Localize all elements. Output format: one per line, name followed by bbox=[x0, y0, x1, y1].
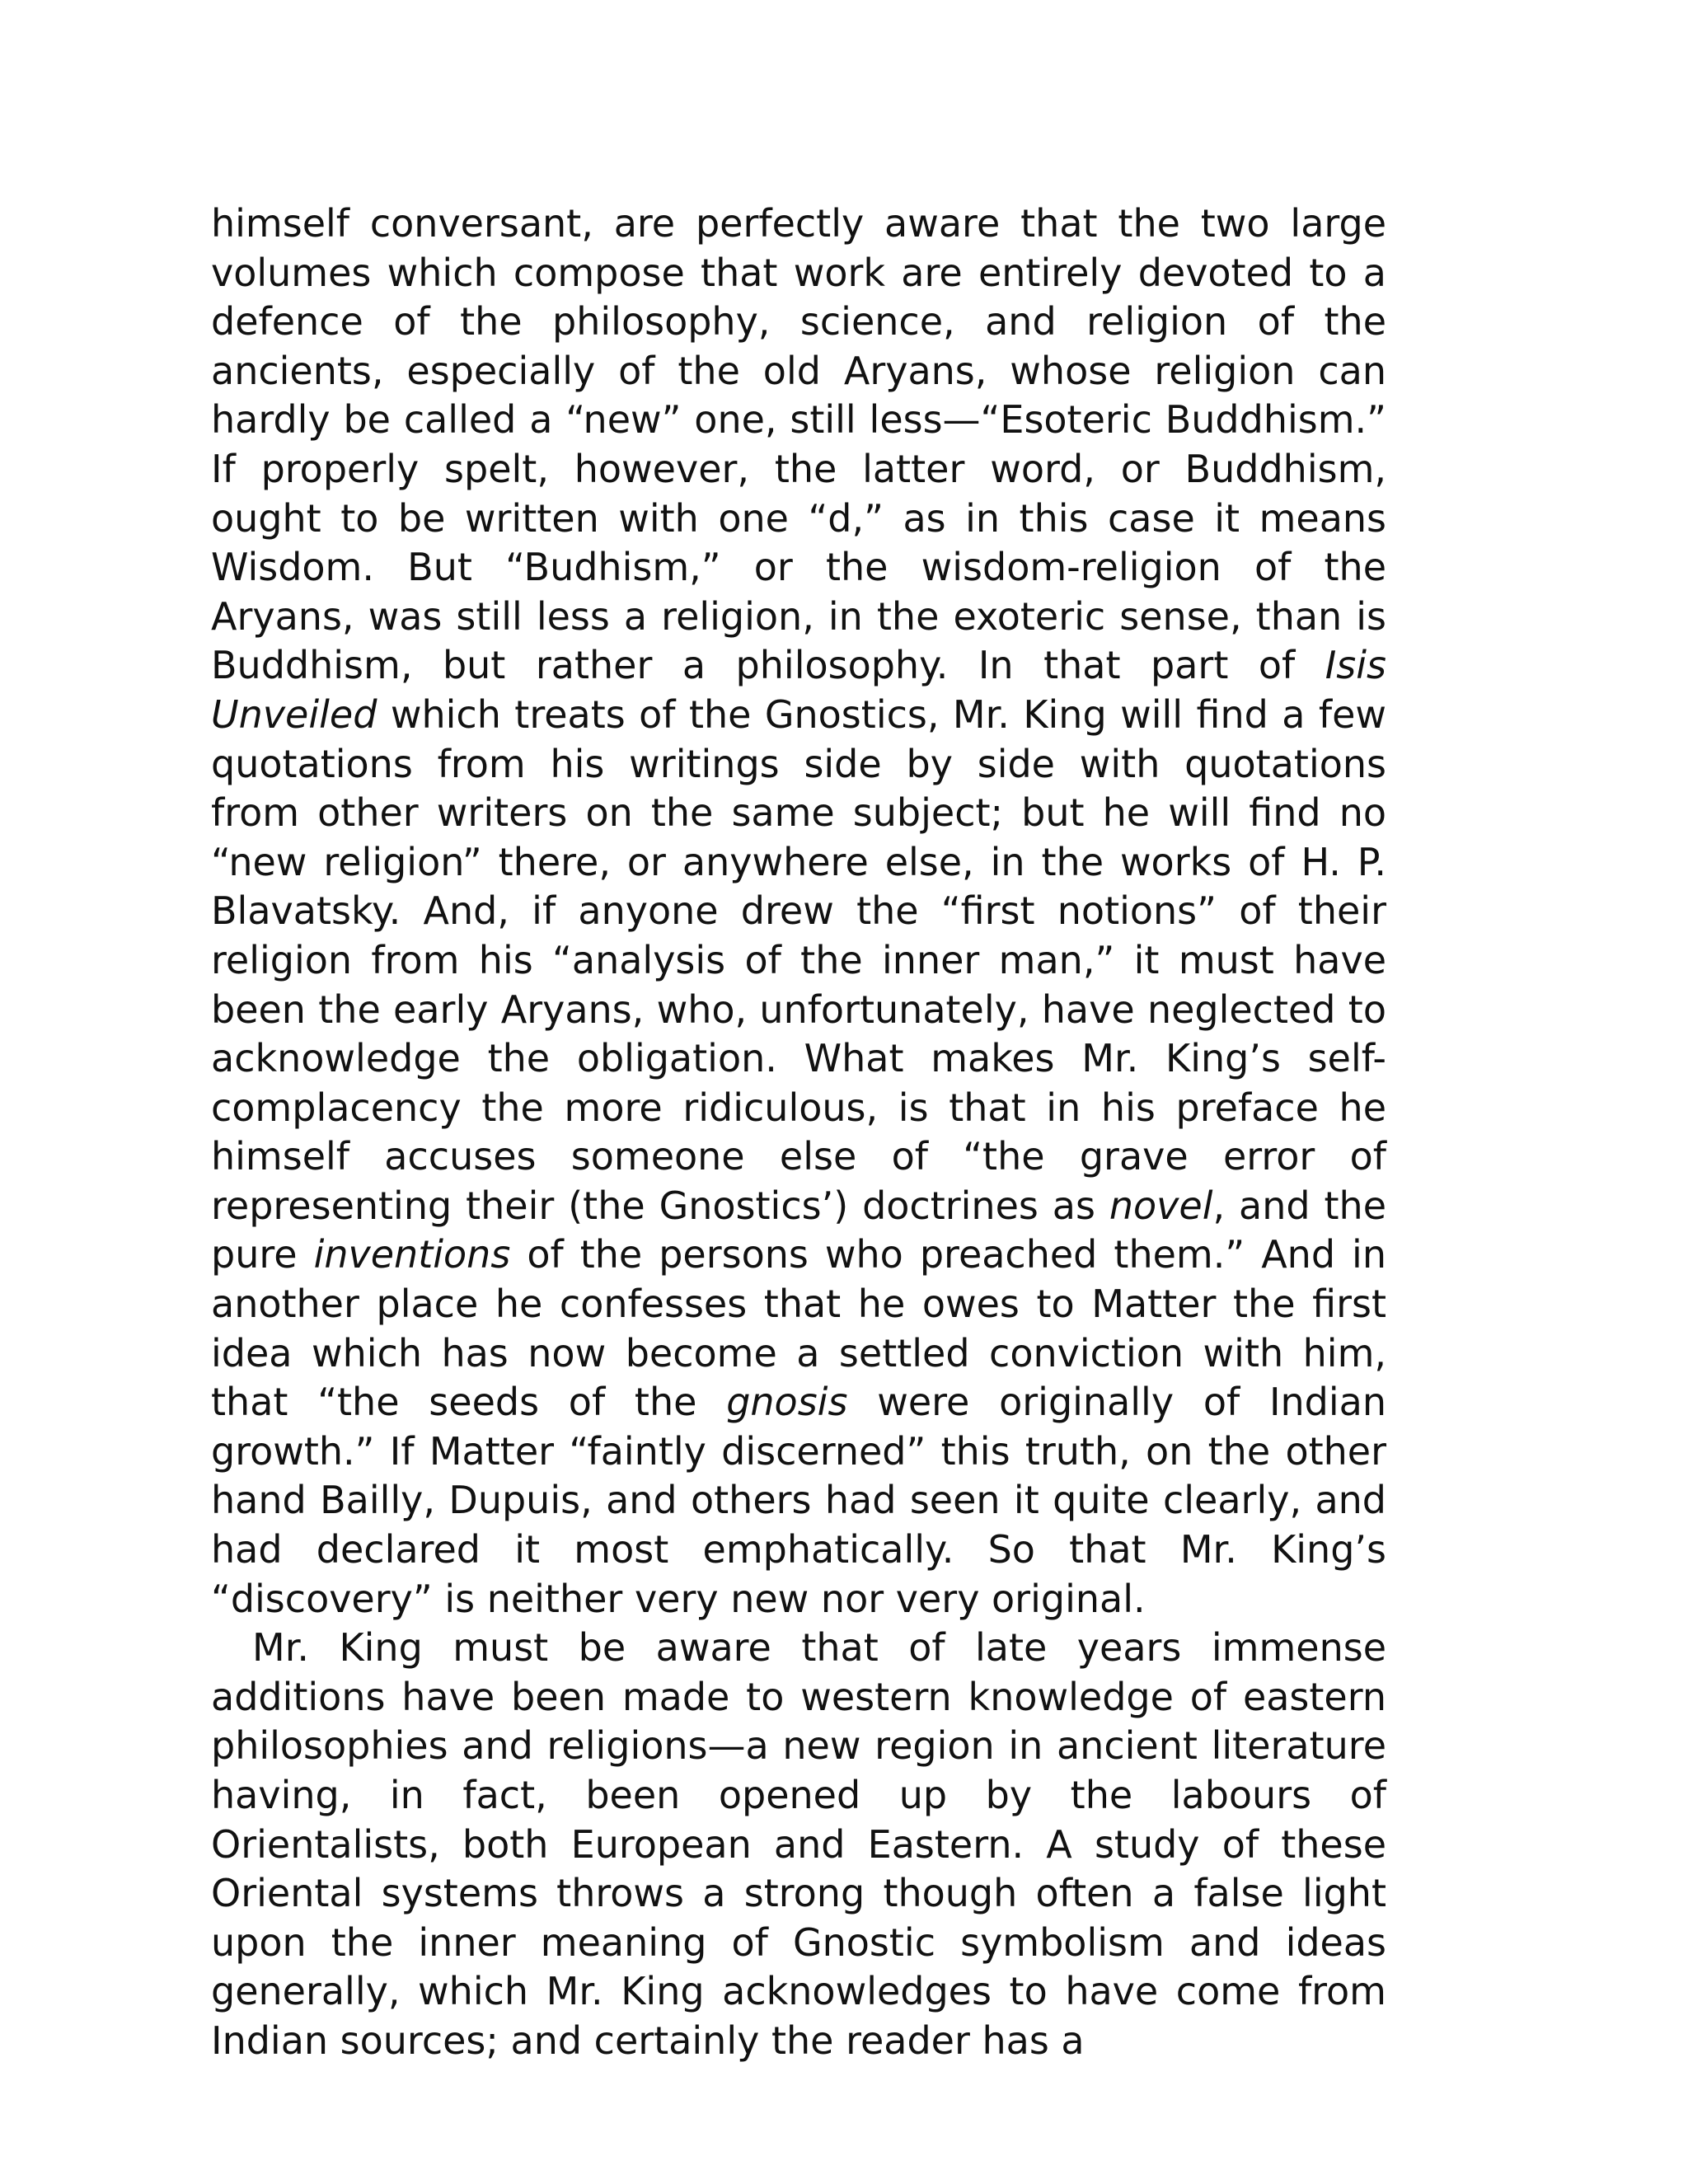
italic-gnosis: gnosis bbox=[726, 1380, 848, 1425]
paragraph-1-text-3: , and the pure bbox=[211, 1183, 1386, 1277]
body-text bbox=[211, 199, 1386, 2066]
book-title-isis-unveiled: Isis Unveiled bbox=[211, 643, 1386, 737]
paragraph-1-text-5: were originally of Indian growth.” If Matter “faintly discerned” this truth, on the other hand Bailly, Dupuis, and others had seen it quite clearly, and had declared it most emphatically. So that Mr. King’s “discovery” is neither very new nor very original. bbox=[211, 1380, 1386, 1621]
italic-inventions: inventions bbox=[313, 1232, 511, 1277]
paragraph-2: Mr. King must be aware that of late years immense additions have been made to western knowledge of eastern philosophies and religions—a new region in ancient literature having, in fact, been opened up by the labours of Orientalists, both European and Eastern. A study of these Oriental systems throws a strong though often a false light upon the inner meaning of Gnostic symbolism and ideas generally, which Mr. King acknowledges to have come from Indian sources; and certainly the reader has a bbox=[211, 1625, 1386, 2063]
paragraph-1 bbox=[211, 199, 1386, 1624]
paragraph-1-text-4: of the persons who preached them.” And in another place he confesses that he owes to Matter the first idea which has now become a settled conviction with him, that “the seeds of the bbox=[211, 1232, 1386, 1425]
paragraph-1-text-2: which treats of the Gnostics, Mr. King will find a few quotations from his writings side by side with quotations from other writers on the same subject; but he will find no “new religion” there, or anywhere else, in the works of H. P. Blavatsky. And, if anyone drew the “first notions” of their religion from his “analysis of the inner man,” it must have been the early Aryans, who, unfortunately, have neglected to acknowledge the obligation. What makes Mr. King’s self-complacency the more ridiculous, is that in his preface he himself accuses someone else of “the grave error of representing their (the Gnostics’) doctrines as bbox=[211, 691, 1386, 1228]
italic-novel: novel bbox=[1109, 1183, 1213, 1228]
paragraph-1-text-1: himself conversant, are perfectly aware that the two large volumes which compose that work are entirely devoted to a defence of the philosophy, science, and religion of the ancients, especially of the old Aryans, whose religion can hardly be called a “new” one, still less—“Esoteric Buddhism.” If properly spelt, however, the latter word, or Buddhism, ought to be written with one “d,” as in this case it means Wisdom. But “Budhism,” or the wisdom-religion of the Aryans, was still less a religion, in the exoteric sense, than is Buddhism, but rather a philosophy. In that part of bbox=[211, 201, 1386, 688]
